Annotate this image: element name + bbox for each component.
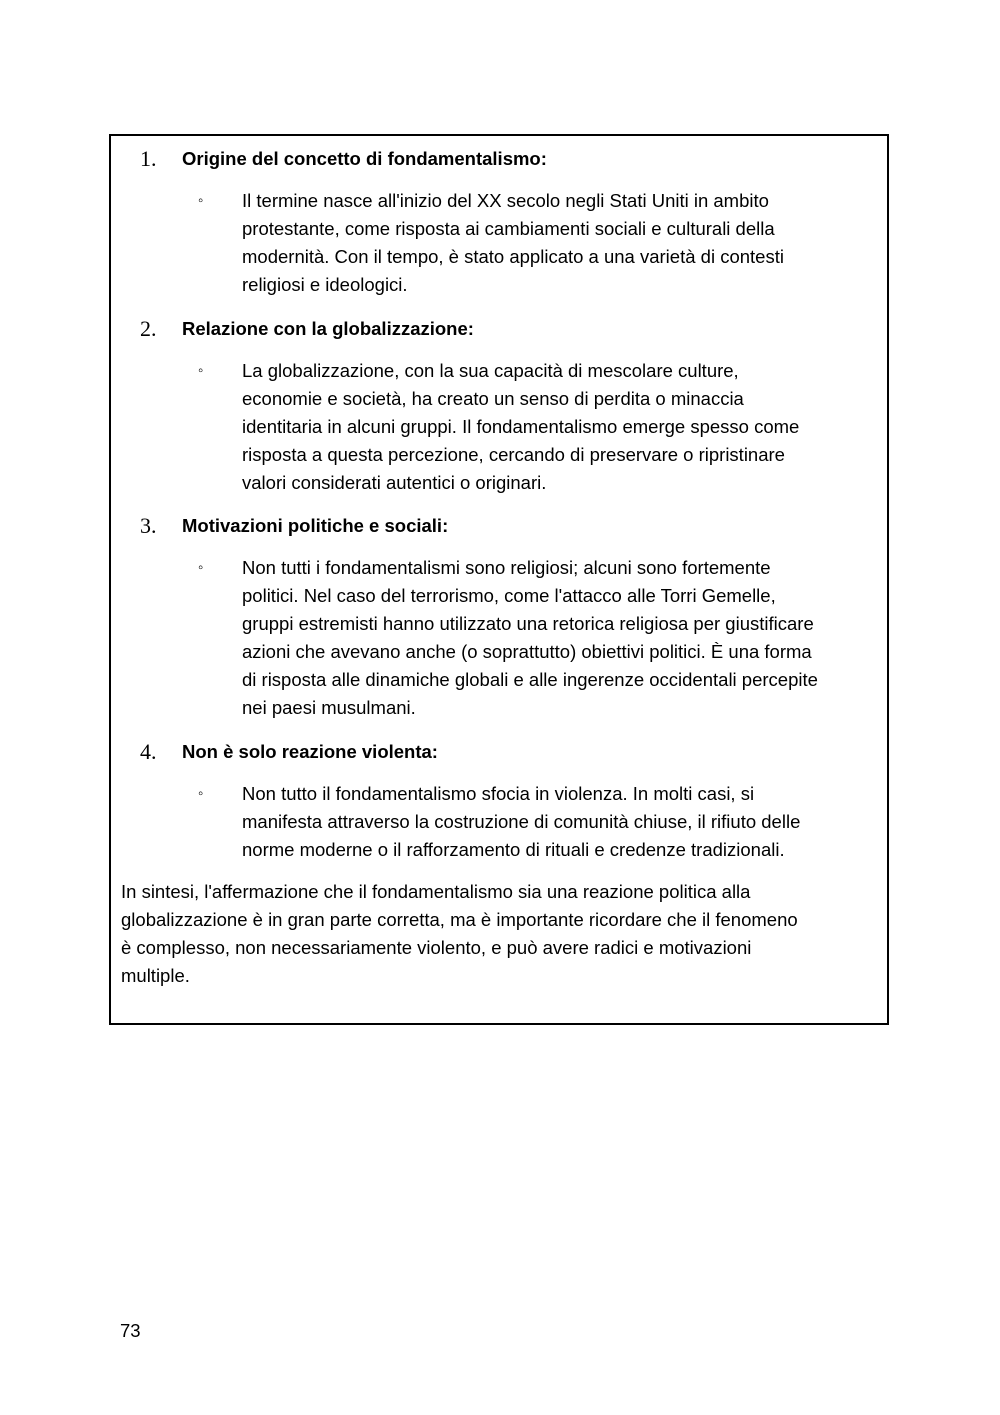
- summary-line: è complesso, non necessariamente violento, e può avere radici e motivazioni: [121, 937, 752, 958]
- body-line: manifesta attraverso la costruzione di comunità chiuse, il rifiuto delle: [242, 811, 801, 832]
- bullet-icon: ◦: [198, 192, 204, 209]
- body-line: di risposta alle dinamiche globali e alle ingerenze occidentali percepite: [242, 669, 818, 690]
- item-heading: Motivazioni politiche e sociali:: [182, 515, 449, 536]
- body-line: valori considerati autentici o originari.: [242, 472, 547, 493]
- summary-line: globalizzazione è in gran parte corretta, ma è importante ricordare che il fenomeno: [121, 909, 798, 930]
- summary-paragraph: [121, 878, 881, 990]
- item-body: [242, 187, 887, 299]
- body-line: Non tutti i fondamentalismi sono religiosi; alcuni sono fortemente: [242, 557, 771, 578]
- body-line: politici. Nel caso del terrorismo, come l'attacco alle Torri Gemelle,: [242, 585, 776, 606]
- item-body: [242, 554, 887, 722]
- item-number: 4.: [140, 739, 157, 764]
- body-line: Il termine nasce all'inizio del XX secolo negli Stati Uniti in ambito: [242, 190, 769, 211]
- item-number: 1.: [140, 146, 157, 171]
- content-box: [109, 134, 889, 1025]
- body-line: identitaria in alcuni gruppi. Il fondamentalismo emerge spesso come: [242, 416, 800, 437]
- item-body: [242, 357, 887, 497]
- page-number: 73: [120, 1320, 141, 1341]
- body-line: modernità. Con il tempo, è stato applicato a una varietà di contesti: [242, 246, 784, 267]
- body-line: La globalizzazione, con la sua capacità di mescolare culture,: [242, 360, 739, 381]
- summary-line: In sintesi, l'affermazione che il fondamentalismo sia una reazione politica alla: [121, 881, 751, 902]
- bullet-icon: ◦: [198, 785, 204, 802]
- body-line: economie e società, ha creato un senso di perdita o minaccia: [242, 388, 744, 409]
- bullet-icon: ◦: [198, 559, 204, 576]
- bullet-icon: ◦: [198, 362, 204, 379]
- item-heading: Origine del concetto di fondamentalismo:: [182, 148, 547, 169]
- item-heading: Relazione con la globalizzazione:: [182, 318, 474, 339]
- body-line: religiosi e ideologici.: [242, 274, 408, 295]
- summary-line: multiple.: [121, 965, 190, 986]
- body-line: Non tutto il fondamentalismo sfocia in violenza. In molti casi, si: [242, 783, 755, 804]
- body-line: azioni che avevano anche (o soprattutto) obiettivi politici. È una forma: [242, 641, 812, 662]
- body-line: nei paesi musulmani.: [242, 697, 416, 718]
- body-line: protestante, come risposta ai cambiamenti sociali e culturali della: [242, 218, 775, 239]
- item-heading: Non è solo reazione violenta:: [182, 741, 438, 762]
- item-number: 3.: [140, 513, 157, 538]
- item-number: 2.: [140, 316, 157, 341]
- body-line: risposta a questa percezione, cercando di preservare o ripristinare: [242, 444, 785, 465]
- body-line: norme moderne o il rafforzamento di rituali e credenze tradizionali.: [242, 839, 785, 860]
- item-body: [242, 780, 887, 864]
- body-line: gruppi estremisti hanno utilizzato una retorica religiosa per giustificare: [242, 613, 814, 634]
